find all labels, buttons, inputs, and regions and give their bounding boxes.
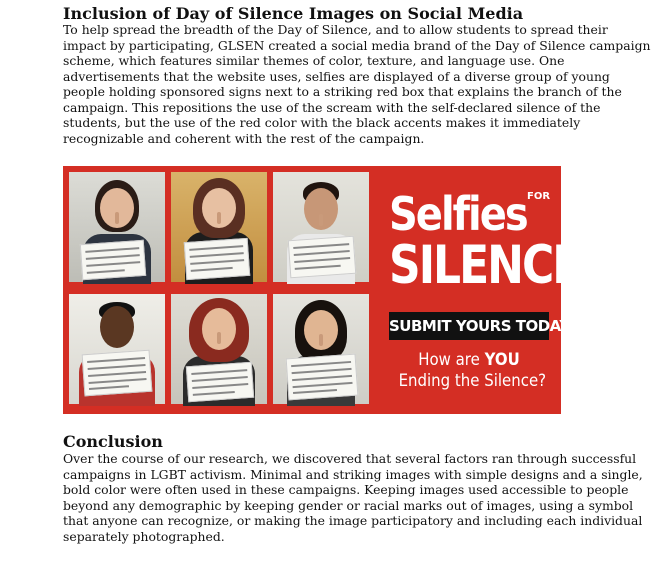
section-heading-conclusion: Conclusion xyxy=(63,432,163,451)
paragraph-line: To help spread the breadth of the Day of Silence, and to allow students to spread their xyxy=(63,22,608,37)
paragraph-line: campaigns in LGBT activism. Minimal and striking images with simple designs and a single, xyxy=(63,466,643,482)
paragraph-line: recognizable and coherent with the rest of the campaign. xyxy=(63,130,425,146)
selfie-photo xyxy=(171,172,267,282)
tagline-emphasis: YOU xyxy=(484,350,520,370)
paragraph-line: separately photographed. xyxy=(63,528,225,544)
paragraph-line: students, but the use of the red color with the black accents makes it immediately xyxy=(63,115,581,130)
selfies-for-silence-banner xyxy=(63,166,581,414)
selfie-photo xyxy=(171,294,267,404)
section-paragraph-conclusion xyxy=(63,451,643,544)
tagline-line: Ending the Silence? xyxy=(398,371,547,391)
paragraph-line: campaign. This repositions the use of the scream with the self-declared silence of the xyxy=(63,99,601,115)
selfie-photo xyxy=(69,294,165,404)
brand-title-selfies: Selfies xyxy=(389,188,527,242)
paragraph-line: impact by participating, GLSEN created a social media brand of the Day of Silence campaign xyxy=(63,37,651,53)
brand-tagline xyxy=(398,350,547,392)
tagline-prefix: How are xyxy=(418,350,485,370)
section-paragraph-social-media xyxy=(63,22,651,146)
paragraph-line: people holding sponsored signs next to a striking red box that explains the branch of the xyxy=(63,84,622,99)
paragraph-line: scheme, which features similar themes of color, texture, and language use. One xyxy=(63,53,565,68)
campaign-brand-block xyxy=(381,170,581,410)
brand-title-silence: SILENCE xyxy=(389,235,581,297)
paragraph-line: advertisements that the website uses, selfies are displayed of a diverse group of young xyxy=(63,68,610,84)
paragraph-line: Over the course of our research, we discovered that several factors ran through successful xyxy=(63,451,637,466)
paragraph-line: beyond any demographic by keeping gender or racial marks out of images, using a symbol xyxy=(63,497,634,513)
brand-for-label: FOR xyxy=(527,191,551,202)
section-heading-social-media: Inclusion of Day of Silence Images on Social Media xyxy=(63,4,524,23)
selfie-photo xyxy=(273,294,369,404)
paragraph-line: that anyone can recognize, or making the image participatory and including each individual xyxy=(63,513,643,528)
submit-yours-today-banner: SUBMIT YOURS TODAY xyxy=(389,312,549,340)
selfie-photo xyxy=(69,172,165,282)
paragraph-line: bold color were often used in these campaigns. Keeping images used accessible to people xyxy=(63,482,629,497)
selfie-photo xyxy=(273,172,369,282)
